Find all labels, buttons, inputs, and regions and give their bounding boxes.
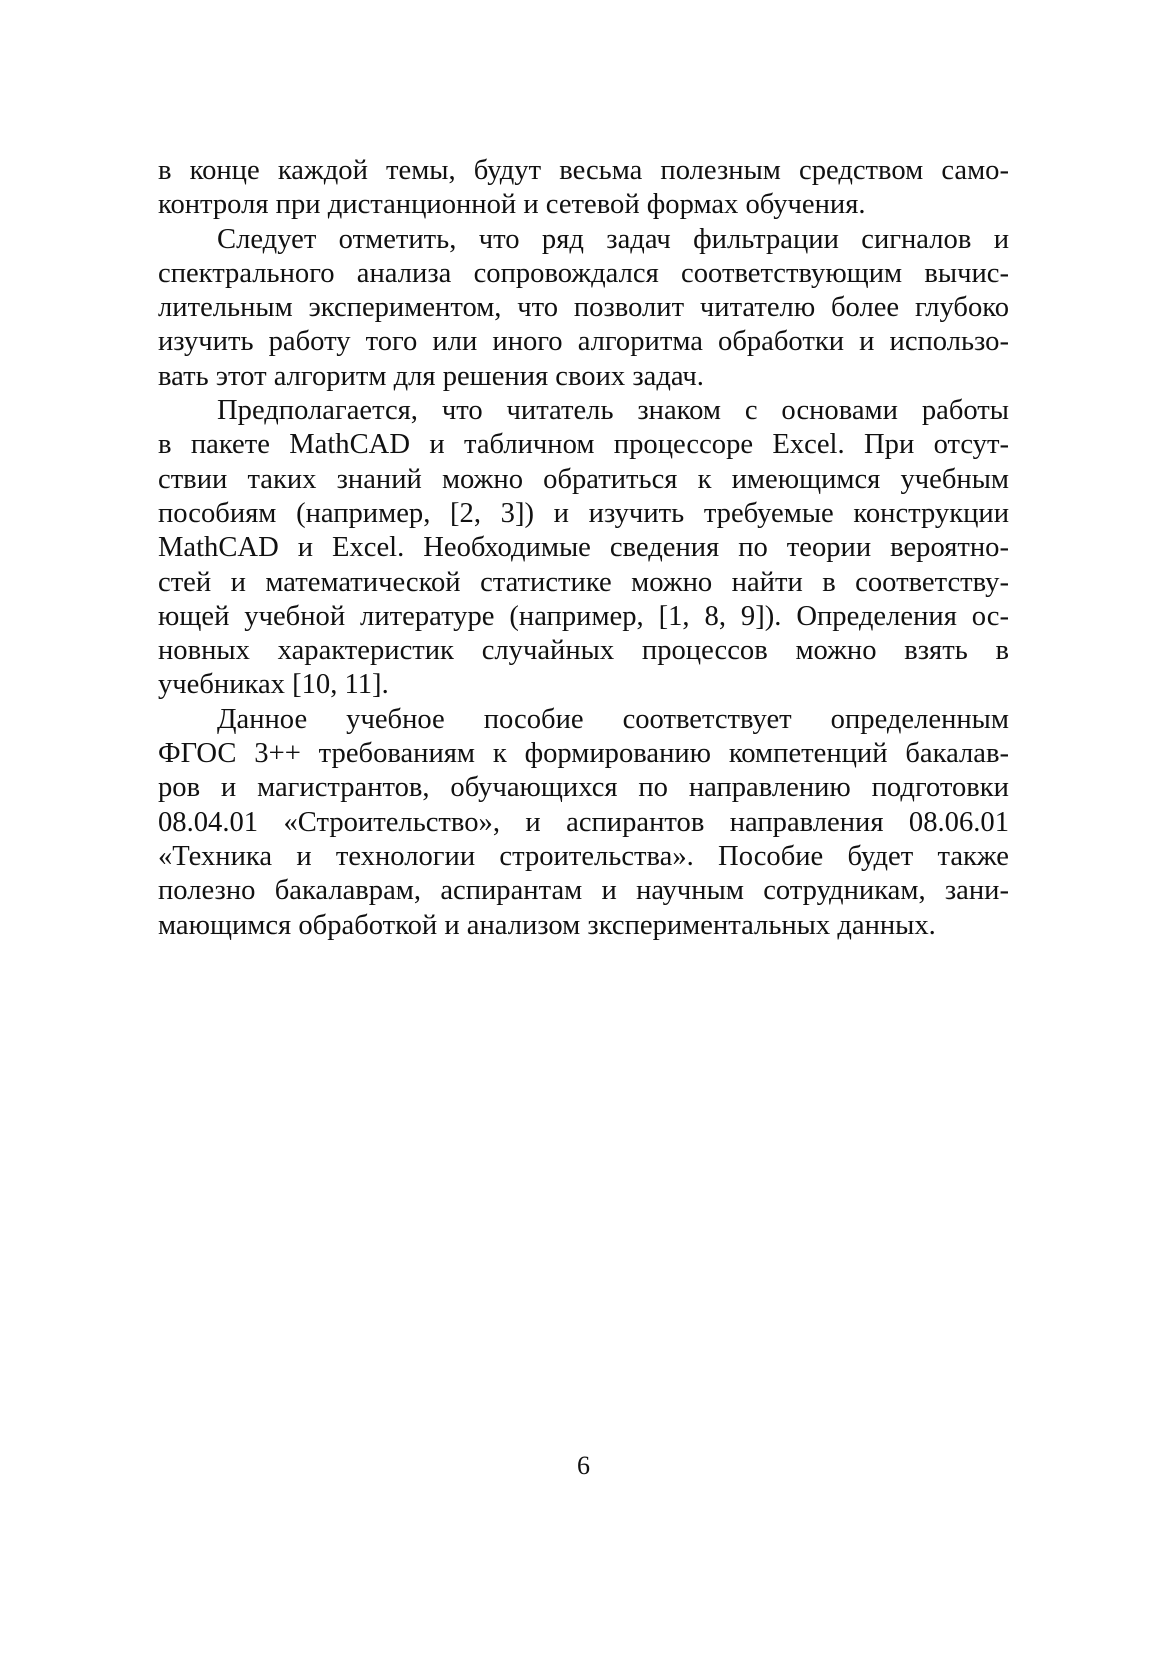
- paragraph-2: [158, 223, 1009, 394]
- text-line: MathCAD и Excel. Необходимые сведения по теории вероятно-: [158, 532, 1009, 564]
- paragraph-4: [158, 703, 1009, 943]
- text-line: полезно бакалаврам, аспирантам и научным сотрудникам, зани-: [158, 875, 1009, 907]
- text-line: ющей учебной литературе (например, [1, 8, 9]). Определения ос-: [158, 600, 1009, 632]
- text-line: Следует отметить, что ряд задач фильтрации сигналов и: [217, 223, 1009, 255]
- text-line: лительным экспериментом, что позволит читателю более глубоко: [158, 292, 1009, 324]
- paragraph-1: [158, 154, 1009, 223]
- text-line: в конце каждой темы, будут весьма полезным средством само-: [158, 155, 1009, 186]
- text-line: мающимся обработкой и анализом зкспериментальных данных.: [158, 909, 936, 941]
- text-line: «Техника и технологии строительства». Пособие будет также: [158, 840, 1009, 872]
- text-line: ров и магистрантов, обучающихся по направлению подготовки: [158, 772, 1009, 804]
- page-number: 6: [577, 1451, 590, 1480]
- text-line: ФГОС 3++ требованиям к формированию компетенций бакалав-: [158, 738, 1009, 770]
- text-line: новных характеристик случайных процессов можно взять в: [158, 635, 1009, 667]
- text-line: спектрального анализа сопровождался соответствующим вычис-: [158, 257, 1009, 289]
- paragraph-3: [158, 394, 1009, 703]
- text-line: ствии таких знаний можно обратиться к имеющимся учебным: [158, 463, 1009, 495]
- text-line: пособиям (например, [2, 3]) и изучить требуемые конструкции: [158, 497, 1009, 529]
- text-line: в пакете MathCAD и табличном процессоре Excel. При отсут-: [158, 429, 1009, 461]
- text-line: стей и математической статистике можно найти в соответству-: [158, 566, 1009, 598]
- text-line: Предполагается, что читатель знаком с основами работы: [217, 395, 1009, 427]
- text-line: 08.04.01 «Строительство», и аспирантов направления 08.06.01: [158, 806, 1009, 838]
- body-text: [158, 154, 1009, 943]
- text-line: Данное учебное пособие соответствует определенным: [217, 703, 1009, 735]
- text-line: вать этот алгоритм для решения своих задач.: [158, 360, 704, 392]
- text-line: изучить работу того или иного алгоритма обработки и использо-: [158, 326, 1009, 358]
- text-line: контроля при дистанционной и сетевой формах обучения.: [158, 189, 866, 221]
- text-line: учебниках [10, 11].: [158, 669, 389, 701]
